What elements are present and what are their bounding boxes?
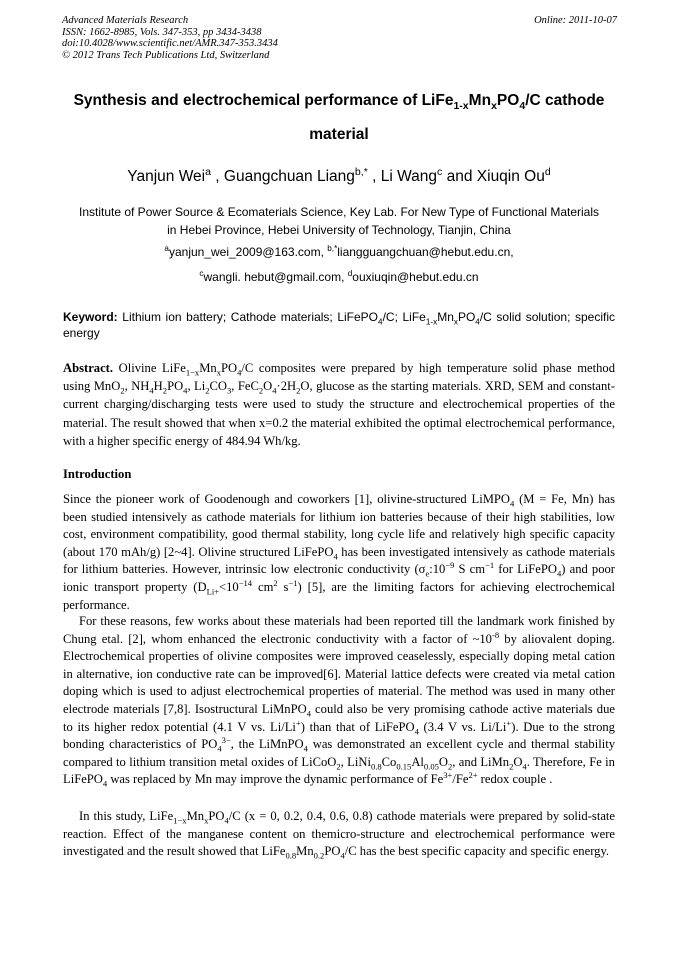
title-subscript: 4 xyxy=(519,100,526,113)
para-sub: 4 xyxy=(522,761,527,772)
section-heading: Introduction xyxy=(63,467,132,481)
author-separator: , xyxy=(210,168,224,185)
intro-paragraph-1 xyxy=(63,491,615,614)
para-text: ) than that of LiFePO xyxy=(300,719,415,734)
para-sub: x xyxy=(204,815,209,826)
author-name: Li Wang xyxy=(380,168,438,185)
para-sub: 0.2 xyxy=(313,850,325,861)
para-text: , LiNi xyxy=(340,754,371,769)
para-text: s xyxy=(277,579,289,594)
abstract-sub: 4 xyxy=(149,385,154,396)
abstract-sub: 4 xyxy=(237,367,242,378)
author-name: Guangchuan Liang xyxy=(223,168,355,185)
title-text: Synthesis and electrochemical performance of LiFe xyxy=(73,92,454,109)
author-separator: , xyxy=(367,168,381,185)
kw-text: /C solid solution; specific energy xyxy=(63,310,616,340)
email-marker: a xyxy=(164,244,169,253)
copyright-line: © 2012 Trans Tech Publications Ltd, Switzerland xyxy=(62,49,270,61)
para-text: cm xyxy=(252,579,274,594)
para-text: Mn xyxy=(186,809,205,823)
intro-paragraph-2 xyxy=(63,613,615,789)
para-text: (3.4 V vs. Li/Li xyxy=(418,719,507,734)
title-subscript: 1-x xyxy=(453,100,469,113)
para-sub: 4 xyxy=(414,726,419,737)
para-text: redox couple . xyxy=(477,772,553,787)
para-text: In this study, LiFe xyxy=(79,809,174,823)
para-text: (M = Fe, Mn) has been studied intensively as cathode materials for lithium ion batteries because of their high stabilities, low cost, environment compatibility, good thermal stability, long cycle life and relatively high specific capacity (about 170 mAh/g) [2~4]. Olivine structured LiFePO xyxy=(63,492,615,559)
para-sup: -8 xyxy=(491,629,500,640)
para-sub: 4 xyxy=(510,498,515,509)
author-list xyxy=(40,165,638,186)
para-sup: −9 xyxy=(445,560,455,571)
abstract-text: Olivine LiFe xyxy=(113,361,186,375)
title-text: Mn xyxy=(468,92,492,109)
abstract-text: H xyxy=(153,379,163,394)
para-sub: 0.05 xyxy=(423,761,439,772)
online-date: Online: 2011-10-07 xyxy=(534,15,617,26)
issn-line: ISSN: 1662-8985, Vols. 347-353, pp 3434-3438 xyxy=(62,26,262,38)
abstract-text: , Li xyxy=(187,379,206,394)
author-marker: b,* xyxy=(354,165,368,178)
author-name: Yanjun Wei xyxy=(127,168,206,185)
author-name: Xiuqin Ou xyxy=(476,168,545,185)
abstract-sub: 2 xyxy=(120,385,125,396)
author-marker: c xyxy=(437,165,443,178)
abstract-sub: 2 xyxy=(296,385,301,396)
para-sub: 4 xyxy=(557,568,562,579)
para-text: O xyxy=(438,754,448,769)
author-separator: and xyxy=(442,168,477,185)
email-marker: b,* xyxy=(327,244,338,253)
para-sub: 4 xyxy=(224,815,229,826)
para-sup: 2+ xyxy=(468,770,478,781)
title-text: PO xyxy=(496,92,520,109)
abstract-sub: 4 xyxy=(272,385,277,396)
abstract-sub: 4 xyxy=(183,385,188,396)
para-sub: 4 xyxy=(306,708,311,719)
para-sub: 4 xyxy=(340,850,345,861)
para-sup: −1 xyxy=(485,560,495,571)
para-sup: + xyxy=(295,717,301,728)
keywords xyxy=(63,309,615,341)
abstract-text: O, glucose as the starting materials. XRD, SEM and constant-current charging/discharging tests were used to study the structure and electrochemical properties of the material. The result showed that when x=0.2 the material exhibited the optimal electrochemical performance, with a higher specific energy of 484.94 Wh/kg. xyxy=(63,379,615,448)
kw-sub: 4 xyxy=(378,317,383,327)
para-text: PO xyxy=(324,844,341,859)
email-line xyxy=(50,270,628,284)
para-text: . Therefore, Fe in LiFePO xyxy=(63,754,615,787)
abstract-text: Mn xyxy=(199,361,217,375)
para-text: could also be very promising cathode active materials due to its higher redox potential (4.1 V vs. Li/Li xyxy=(63,701,615,734)
para-sup: + xyxy=(506,717,512,728)
para-sup: 2 xyxy=(273,577,278,588)
para-text: , and LiMn xyxy=(452,754,510,769)
abstract-sub: 2 xyxy=(258,385,264,396)
email-address[interactable]: yanjun_wei_2009@163.com, xyxy=(168,245,328,259)
para-text: S cm xyxy=(454,562,486,577)
para-sub: 2 xyxy=(448,761,453,772)
para-sup: 3− xyxy=(221,734,231,745)
para-sub: 2 xyxy=(509,761,514,772)
para-sub: 0.15 xyxy=(396,761,412,772)
para-text: was demonstrated an excellent cycle and thermal stability compared to lithium transition metal oxides of LiCoO xyxy=(63,737,615,769)
paper-title-line2: material xyxy=(309,126,369,143)
doi-line: doi:10.4028/www.scientific.net/AMR.347-353.3434 xyxy=(62,38,278,49)
para-text: by aliovalent doping. Electrochemical properties of olivine composites were improved ceaselessly, especially doping metal cation in alternative, ion conductive rate can be improved[6]. Material lattice defects were created via metal cation doping which is used to adjust electrochemical properties of material. The method was used in many other electrode materials [7,8]. Isostructural LiMnPO xyxy=(63,631,615,716)
abstract-text: CO xyxy=(209,379,228,394)
para-text: has been investigated intensively as cathode materials for lithium batteries. However, intrinsic low electronic conductivity (σ xyxy=(63,544,616,577)
affiliation-line: in Hebei Province, Hebei University of Technology, Tianjin, China xyxy=(167,223,511,237)
abstract-sub: x xyxy=(216,367,221,378)
para-sub: 0.8 xyxy=(285,850,297,861)
para-sub: 4 xyxy=(102,778,108,789)
kw-text: Lithium ion battery; Cathode materials; LiFePO xyxy=(117,310,379,324)
para-text: /C has the best specific capacity and specific energy. xyxy=(344,844,610,859)
para-sup: 3+ xyxy=(443,770,453,781)
para-sub: 0.8 xyxy=(370,761,382,772)
para-sub: Li+ xyxy=(206,586,220,597)
para-sup: −1 xyxy=(288,577,298,588)
para-sub: e xyxy=(425,568,430,579)
para-sub: 4 xyxy=(217,743,222,754)
abstract-text: , NH xyxy=(124,379,150,394)
abstract xyxy=(63,359,615,450)
email-line xyxy=(50,245,628,259)
title-subscript: x xyxy=(491,100,497,113)
para-text: O xyxy=(513,754,523,769)
kw-text: Mn xyxy=(437,310,454,324)
author-marker: a xyxy=(205,165,211,178)
abstract-sub: 3 xyxy=(227,385,232,396)
para-text: For these reasons, few works about these materials had been reported till the landmark work finished by Chung etal. [2], whom enhanced the electronic conductivity with a factor of ~10 xyxy=(63,614,615,646)
journal-name: Advanced Materials Research xyxy=(62,15,189,26)
para-text: /Fe xyxy=(452,772,469,787)
title-text: /C cathode xyxy=(525,92,605,109)
abstract-sub: 2 xyxy=(162,385,168,396)
para-text: PO xyxy=(208,809,225,823)
para-text: /C (x = 0, 0.2, 0.4, 0.6, 0.8) cathode materials were prepared by solid-state reaction. Effect of the manganese content on themicro-structure and electrochemical performance were investigated and the result showed that LiFe xyxy=(63,809,615,859)
para-text: Since the pioneer work of Goodenough and coworkers [1], olivine-structured LiMPO xyxy=(63,492,511,506)
kw-text: PO xyxy=(457,310,476,324)
abstract-text: PO xyxy=(220,361,238,375)
kw-text: /C; LiFe xyxy=(382,310,426,324)
author-marker: d xyxy=(544,165,551,178)
abstract-label: Abstract. xyxy=(63,361,114,375)
abstract-text: PO xyxy=(167,379,184,394)
para-sub: 4 xyxy=(333,551,338,562)
email-address[interactable]: liangguangchuan@hebut.edu.cn, xyxy=(337,245,514,259)
para-text: :10 xyxy=(429,562,446,577)
para-text: , the LiMnPO xyxy=(230,737,304,752)
para-sub: 1−x xyxy=(173,815,187,826)
abstract-text: /C composites were prepared by high temperature solid phase method using MnO xyxy=(63,361,616,394)
para-text: for LiFePO xyxy=(494,562,557,577)
journal-header xyxy=(62,15,617,61)
paper-title xyxy=(40,92,638,113)
email-marker: d xyxy=(347,269,353,278)
para-sub: 4 xyxy=(303,743,308,754)
para-sup: −14 xyxy=(238,577,253,588)
para-text: Al xyxy=(411,754,424,769)
para-text: was replaced by Mn may improve the dynamic performance of Fe xyxy=(107,772,444,787)
abstract-sub: 1−x xyxy=(185,367,200,378)
affiliation-line: Institute of Power Source & Ecomaterials Science, Key Lab. For New Type of Functional Materials xyxy=(78,205,600,219)
abstract-text: , FeC xyxy=(231,379,259,394)
abstract-text: O xyxy=(263,379,273,394)
para-text: <10 xyxy=(219,579,239,594)
intro-paragraph-3 xyxy=(63,808,615,861)
kw-sub: 1-x xyxy=(425,317,438,327)
abstract-text: ·2H xyxy=(276,379,297,394)
email-marker: c xyxy=(199,269,204,278)
email-address[interactable]: ouxiuqin@hebut.edu.cn xyxy=(352,270,479,284)
abstract-sub: 2 xyxy=(205,385,210,396)
email-address[interactable]: wangli. hebut@gmail.com, xyxy=(203,270,348,284)
para-text: ) and poor ionic transport property (D xyxy=(63,562,615,594)
para-text: Co xyxy=(381,754,397,769)
kw-sub: x xyxy=(453,317,458,327)
para-text: ). Due to the strong bonding characteristics of PO xyxy=(63,719,615,752)
keyword-label: Keyword: xyxy=(63,310,118,324)
para-sub: 2 xyxy=(336,761,341,772)
para-text: Mn xyxy=(296,844,314,859)
para-text: ) [5], are the limiting factors for achieving electrochemical performance. xyxy=(63,579,615,612)
kw-sub: 4 xyxy=(475,317,480,327)
